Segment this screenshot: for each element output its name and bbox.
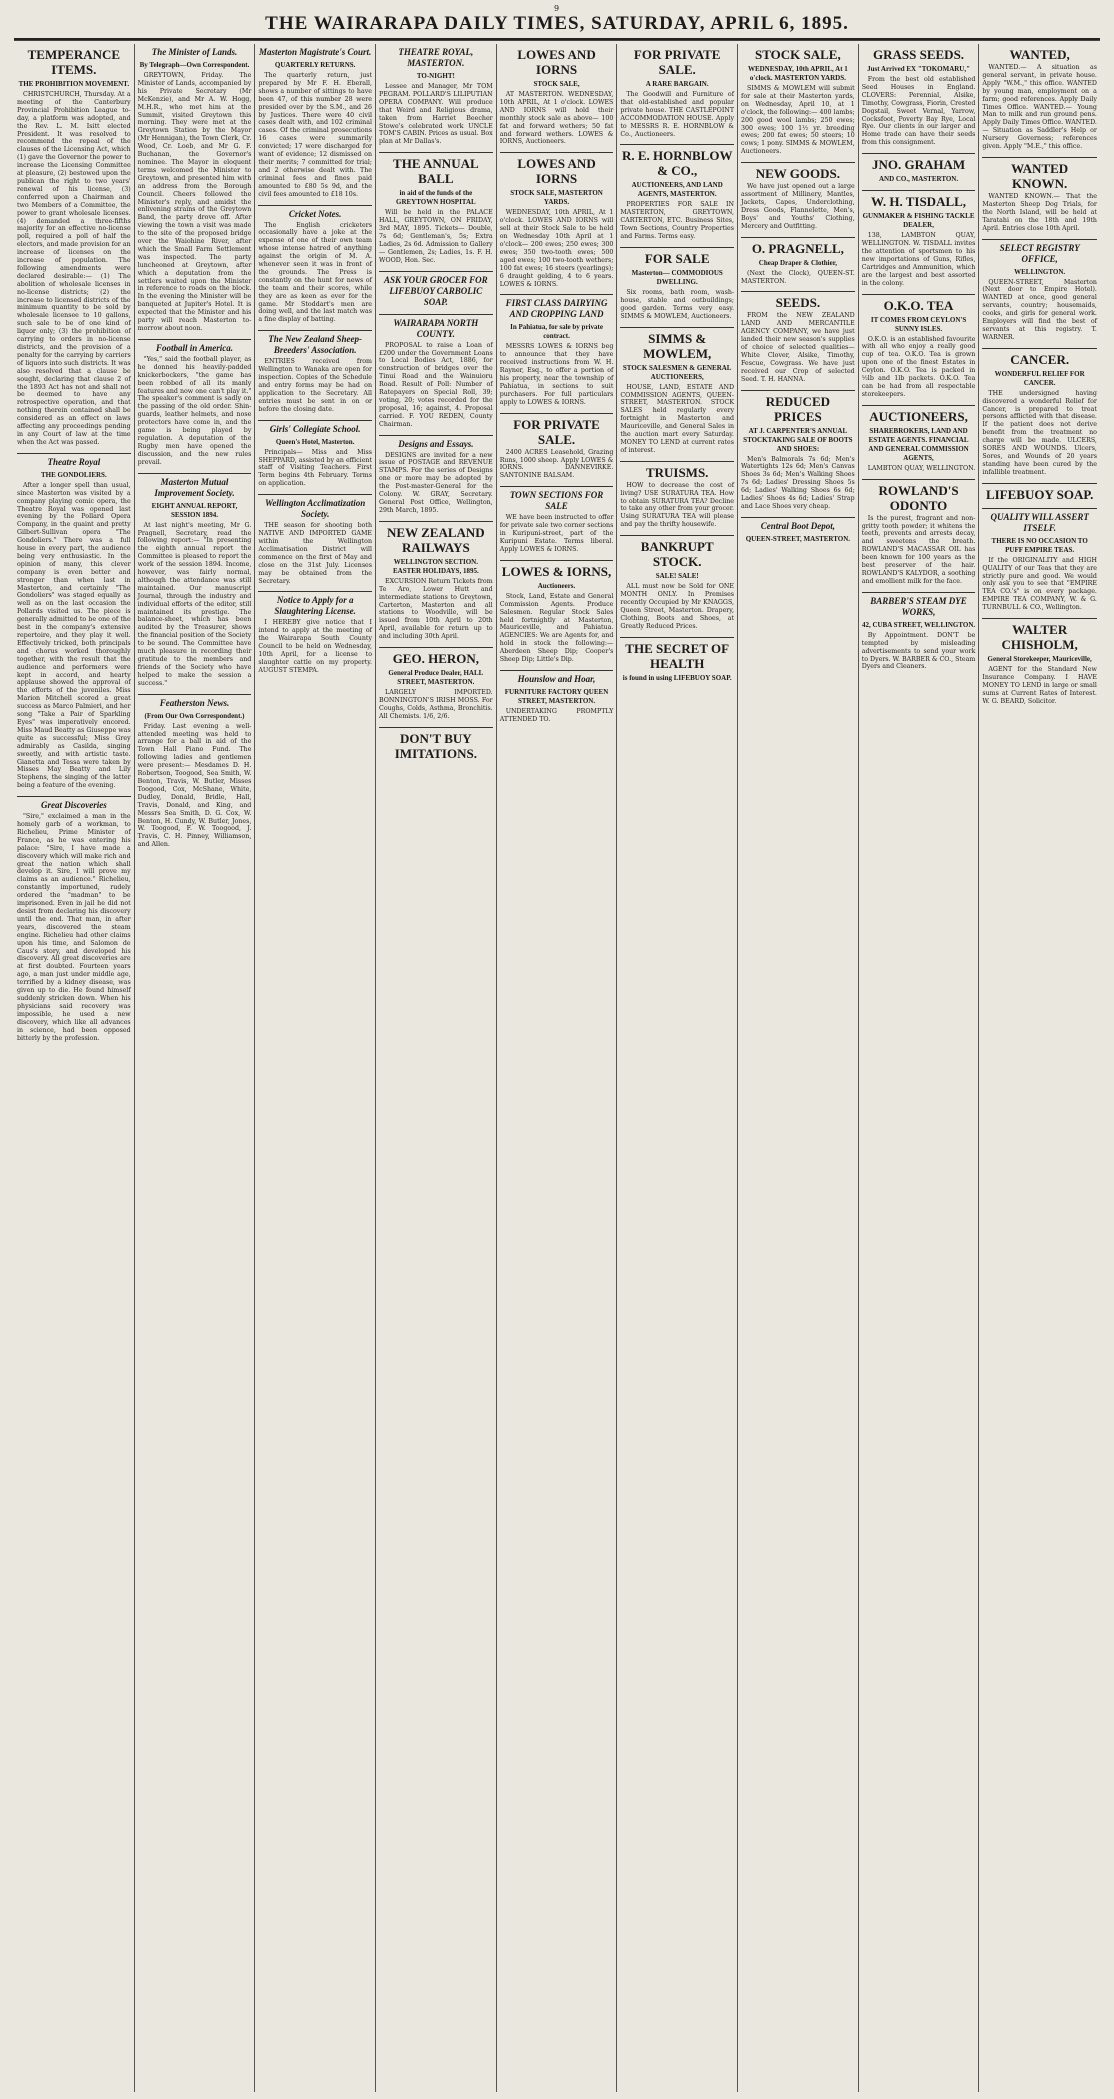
section-divider (982, 483, 1097, 484)
article-body: After a longer spell than usual, since Masterton was visited by a company playing comic opera, the Theatre Royal was opened last evening by the Pollard Opera Company, in the quaint and pretty Gilbert-Sullivan opera "The Gondoliers." There was a full house in every part, the audience being very enthusiastic. In the opinion of many, this clever company is even better and stronger than when last in Masterton, and certainly "The Gondoliers" was staged equally as well as on the last occasion the Pollards visited us. The piece is generally admitted to be one of the best in the company's extensive repertoire, and they play it well. Effectively tricked, both principals and chorus worked thoroughly together, with the result that the audience and performers were kept in accord, and hearty applause showed the approval of the efforts of the juveniles. Miss Marion Mitchell scored a great success as Marco Palmieri, and her song "Take a Pair of Sparkling Eyes" was imperatively encored. Miss Maud Beatty as Giuseppe was quite as successful; Miss Grey admirably as Casilda, singing sweetly, and with artistic taste. Gianetta and Tessa were taken by Misses May Beatty and Lily Stephens, the singing of the latter being a feature of the evening. (17, 481, 131, 790)
article-subheading: WEDNESDAY, 10th APRIL, At 1 o'clock. MASTERTON YARDS. (747, 65, 848, 82)
article (500, 670, 614, 724)
article-heading: Hounslow and Hoar, (517, 673, 596, 684)
article-heading: Theatre Royal (47, 456, 101, 467)
section-divider (862, 405, 976, 406)
article-heading: TEMPERANCE ITEMS. (27, 47, 121, 77)
article (862, 405, 976, 473)
section-divider (258, 205, 372, 206)
article (138, 47, 252, 333)
article-body: ENTRIES received from Wellington to Wanaka are open for inspection. Copies of the Schedule and entry forms may be had on application to the Secretary. All entries must be sent in on or before the closing date. (258, 358, 373, 413)
article-subheading: By Telegraph—Own Correspondent. (139, 61, 250, 69)
article-subheading: WELLINGTON SECTION. EASTER HOLIDAYS, 1895. (392, 557, 479, 575)
section-divider (138, 473, 252, 474)
article-body: At last night's meeting, Mr G. Pragnell, Secretary, read the following report:— "In presenting the eighth annual report the Committee is pleased to report the work of the session 1894. Income, however, was fairly normal, although the attendance was still maintained. Our manuscript Journal, through the industry and individual efforts of the editor, still maintained its prestige. The balance-sheet, which has been audited by the Treasurer, shows the financial position of the Society to be sound. The Committee have much pleasure in recording their gratitude to the members and friends of the Society who have helped to make the session a success." (137, 521, 252, 687)
section-divider (620, 327, 734, 328)
article (862, 47, 976, 147)
article-body: EXCURSION Return Tickets from Te Aro, Lower Hutt and intermediate stations to Greytown, Carterton, Masterton and all stations to Woodville, will be issued from 10th April to 20th April, available for return up to and including 30th April. (379, 577, 493, 641)
article (620, 535, 734, 630)
section-divider (17, 453, 131, 454)
article (862, 190, 976, 287)
section-divider (138, 339, 252, 340)
article-subheading: is found in using LIFEBUOY SOAP. (622, 673, 732, 682)
article-body: Principals— Miss and Miss SHEPPARD, assisted by an efficient staff of Visiting Teachers. First Term begins 4th February. Terms on application. (258, 448, 373, 488)
article-heading: NEW GOODS. (755, 166, 840, 182)
article-body: Men's Balmorals 7s 6d; Men's Watertights 12s 6d; Men's Canvas Shoes 3s 6d; Men's Walking Shoes 7s 6d; Ladies' Dressing Shoes 5s 6d; Ladies' Walking Shoes 6s 6d; Ladies' Shoes 4s 6d; Ladies' Strap and Lace Shoes very cheap. (741, 455, 855, 510)
article-subheading: Just Arrived EX "TOKOMARU," (867, 65, 970, 73)
article-heading: REDUCED PRICES (765, 393, 831, 424)
article (258, 205, 372, 325)
article-heading: The New Zealand Sheep-Breeders' Association. (268, 334, 363, 356)
article-heading: BARBER'S STEAM DYE WORKS, (870, 595, 967, 617)
section-divider (741, 237, 855, 238)
article-subheading: General Storekeeper, Mauriceville, (987, 655, 1092, 664)
article-body: "Sire," exclaimed a man in the homely garb of a workman, to Richelieu, Prime Minister of France, as he was entering his palace: "Sire, I have made a discovery which will make rich and great the nation which shall develop it. Sire, I will prove my claims as an audience." Richelieu, constantly importuned, rudely ordered the "madman" to be imprisoned. Even in jail he did not desist from declaring his discovery until the end. That man, in after years, discovered the steam engine. Richelieu had other claims upon his time, and Salomon de Caus's story, and developed his discovery. All great discoveries are at first doubted. Fourteen years ago, a man just under middle age, terrified by a kidney disease, was given up to die. He found himself suddenly stricken down. When his physicians said recovery was impossible, he used a new discovery, which like all advances in science, had been opposed bitterly by the profession. (17, 813, 131, 1042)
section-divider (17, 796, 131, 797)
article-heading: SELECT REGISTRY OFFICE, (999, 242, 1080, 264)
article-subheading: SALE! SALE! (655, 572, 699, 581)
article-body: 2400 ACRES Leasehold, Grazing Runs, 1000 sheep. Apply LOWES & IORNS. DANNEVIRKE. SANTONINE BALSAM. (499, 448, 614, 480)
article (500, 152, 614, 288)
section-divider (379, 152, 493, 153)
section-divider (258, 420, 372, 421)
section-divider (862, 190, 976, 191)
article-subheading: (From Our Own Correspondent.) (144, 711, 245, 720)
column-9 (979, 44, 1100, 2092)
article (379, 647, 493, 721)
article (741, 162, 855, 230)
section-divider (982, 618, 1097, 619)
article-subheading: IT COMES FROM CEYLON'S SUNNY ISLES. (870, 315, 967, 333)
section-divider (500, 413, 614, 414)
newspaper-title: THE WAIRARAPA DAILY TIMES, SATURDAY, APRIL 6, 1895. (265, 13, 849, 34)
section-divider (258, 494, 372, 495)
article-body: (Next the Clock), QUEEN-ST. MASTERTON. (741, 269, 855, 285)
article-subheading: QUARTERLY RETURNS. (274, 61, 356, 69)
article-heading: LOWES AND IORNS (517, 47, 596, 77)
article (741, 237, 855, 286)
section-divider (741, 291, 855, 292)
section-divider (379, 521, 493, 522)
article-heading: The Minister of Lands. (151, 47, 238, 57)
column-1 (14, 44, 135, 2092)
article-body: THE undersigned having discovered a wonderful Relief for Cancer, is prepared to treat persons afflicted with that disease. If the patient does not derive benefit from the treatment no charge will be made. ULCERS, SORES AND WOUNDS. Ulcers, Sores, and Wounds of 20 years standing have been cured by the infallible treatment. (982, 389, 1097, 476)
section-divider (620, 461, 734, 462)
column-8 (859, 44, 980, 2092)
article-heading: STOCK SALE, (754, 47, 841, 62)
article-heading: Cricket Notes. (288, 208, 342, 219)
article (620, 461, 734, 529)
section-divider (741, 162, 855, 163)
article-heading: LOWES & IORNS, (501, 563, 612, 579)
article-body: WE have been instructed to offer for private sale two corner sections in Kuripuni-street, part of the Kuripuni Estate. Terms liberal. Apply LOWES & IORNS. (499, 514, 614, 553)
section-divider (620, 637, 734, 638)
article-heading: FOR SALE (644, 250, 710, 266)
masthead (14, 4, 1100, 40)
article-subheading: A RARE BARGAIN. (645, 80, 709, 88)
article (258, 420, 372, 489)
article-heading: LOWES AND IORNS (517, 156, 596, 187)
article-body: "Yes," said the football player, as he donned his heavily-padded knickerbockers, "the game has been robbed of all its manly features and now one can't play it." The speaker's comment is sadly on the passing of the old order. Shin-guards, leather helmets, and nose protectors have come in, and the game is being played by regulation. A deputation of the Rugby men have opened the discussion, and the new rules prevail. (137, 355, 252, 466)
article (982, 483, 1097, 502)
article (17, 47, 131, 447)
article (17, 453, 131, 790)
section-divider (862, 153, 976, 154)
section-divider (982, 508, 1097, 509)
article (379, 152, 493, 264)
article (379, 314, 493, 429)
article-heading: TOWN SECTIONS FOR SALE (509, 490, 604, 512)
article-heading: QUALITY WILL ASSERT ITSELF. (990, 511, 1089, 533)
section-divider (620, 535, 734, 536)
article-body: HOUSE, LAND, ESTATE AND COMMISSION AGENTS, QUEEN-STREET, MASTERTON. STOCK SALES held regularly every fortnight in Masterton and Mauriceville, and General Sales in the auction mart every Saturday. MONEY TO LEND at current rates of interest. (620, 383, 735, 454)
article-body: Six rooms, bath room, wash-house, stable and outbuildings; good garden. Terms very easy. SIMMS & MOWLEM, Auctioneers. (620, 288, 735, 320)
article-heading: THE ANNUAL BALL (393, 156, 479, 187)
masthead-rule (14, 40, 1100, 41)
article (982, 618, 1097, 706)
section-divider (500, 560, 614, 561)
article-body: If the ORIGINALITY and HIGH QUALITY of our Teas that they are strictly pure and good. We would only ask you to see that "EMPIRE TEA CO.'s" is on every package. EMPIRE TEA COMPANY, W. & G. TURNBULL & CO., Wellington. (982, 556, 1097, 612)
article-body: Is the purest, fragrant and non-gritty tooth powder; it whitens the teeth, prevents and arrests decay, and sweetens the breath. ROWLAND'S MACASSAR OIL has been known for 100 years as the best preserver of the hair. ROWLAND'S KALYDOR, a soothing and emollient milk for the face. (861, 514, 976, 585)
section-divider (258, 330, 372, 331)
section-divider (982, 157, 1097, 158)
article (982, 239, 1097, 342)
article-subheading: EIGHT ANNUAL REPORT, SESSION 1894. (151, 501, 238, 519)
article-heading: Designs and Essays. (398, 438, 474, 449)
article (741, 47, 855, 156)
article (500, 486, 614, 554)
article-body: WEDNESDAY, 10th APRIL, At 1 o'clock. LOWES AND IORNS will sell at their Stock Sale to be held on Wednesday 10th April at 1 o'clock— 200 ewes; 250 ewes; 300 ewes; 350 two-tooth ewes; 500 aged ewes; 100 two-tooth wethers; 100 fat ewes; 16 steers (yearlings); 6 draught gelding, 4 to 6 years. LOWES & IORNS. (499, 209, 614, 288)
article-body: From the best old established Seed Houses in England. CLOVERS: Perennial, Alsike, Timothy, Cowgrass, Fiorin, Crested Dogstail, Sweet Vernal, Yarrow, Cocksfoot, Poverty Bay Rye, Local Rye. Our clients in our larger and Home trade can have their seeds from this consignment. (861, 76, 976, 147)
article-heading: GEO. HERON, (392, 651, 480, 667)
article (379, 435, 493, 515)
article-subheading: QUEEN-STREET, MASTERTON. (745, 534, 851, 543)
article-heading: LIFEBUOY SOAP. (985, 486, 1094, 502)
article-subheading: FURNITURE FACTORY QUEEN STREET, MASTERTON. (504, 687, 609, 705)
article-subheading: WELLINGTON. (1014, 267, 1066, 276)
newspaper-columns (14, 44, 1100, 2092)
article-heading: O.K.O. TEA (883, 297, 954, 313)
article-subheading: THERE IS NO OCCASION TO PUFF EMPIRE TEAS. (991, 536, 1088, 554)
article-body: ALL must now be Sold for ONE MONTH ONLY. In Premises recently Occupied by Mr KNAGGS, Queen Street, Masterton. Drapery, Clothing, Boots and Shoes, at Greatly Reduced Prices. (620, 583, 735, 630)
article (620, 144, 734, 241)
article (379, 727, 493, 761)
section-divider (620, 144, 734, 145)
column-3 (255, 44, 376, 2092)
article-heading: THEATRE ROYAL, MASTERTON. (398, 47, 474, 68)
section-divider (258, 591, 372, 592)
page-number: 9 (554, 4, 560, 13)
article-heading: Featherston News. (159, 697, 230, 708)
article (379, 271, 493, 308)
article-body: 138, LAMBTON QUAY, WELLINGTON. W. TISDALL invites the attention of sportsmen to his new importations of Guns, Rifles, Cartridges and Ammunition, which are the largest and best assorted in the colony. (861, 232, 976, 287)
section-divider (741, 517, 855, 518)
article-subheading: AND CO., MASTERTON. (878, 175, 959, 184)
article-subheading: Auctioneers. (537, 581, 576, 590)
article-heading: WANTED KNOWN. (1011, 160, 1069, 191)
article-subheading: Masterton— COMMODIOUS DWELLING. (631, 268, 723, 286)
article-heading: Wellington Acclimatization Society. (265, 498, 366, 520)
section-divider (862, 294, 976, 295)
article-body: AT MASTERTON. WEDNESDAY, 10th APRIL, At 1 o'clock. LOWES AND IORNS will hold their monthly stock sale as above— 100 fat and forward wethers; 50 fat and forward wethers. LOWES & IORNS, Auctioneers. (499, 91, 614, 146)
article-body: UNDERTAKING PROMPTLY ATTENDED TO. (499, 707, 614, 723)
article (741, 291, 855, 383)
article-heading: Girls' Collegiate School. (269, 423, 361, 434)
article-body: LAMBTON QUAY, WELLINGTON. (867, 464, 976, 472)
article-body: AGENT for the Standard New Insurance Company. I HAVE MONEY TO LEND in large or small sums at Current Rates of Interest. W. G. BEARD, Solicitor. (982, 666, 1097, 705)
article (17, 796, 131, 1042)
article-subheading: WONDERFUL RELIEF FOR CANCER. (994, 369, 1085, 387)
article-heading: R. E. HORNBLOW & CO., (621, 148, 733, 179)
article-heading: Masterton Magistrate's Court. (259, 47, 372, 57)
article (379, 521, 493, 641)
article-heading: GRASS SEEDS. (873, 47, 965, 62)
article-heading: O. PRAGNELL, (751, 240, 844, 256)
article (741, 517, 855, 544)
article (982, 348, 1097, 477)
article-heading: BANKRUPT STOCK. (640, 539, 714, 570)
article (258, 47, 372, 199)
article-body: The English cricketers occasionally have a joke at the expense of one of their own team whose intense hatred of anything against the origin of M. A. whenever seen it was in front of the grounds. The Press is constantly on the hunt for news of the team and their scores, while they are as keen as ever for the game. Mr Stoddart's men are doing well, and the last match was a fine display of batting. (258, 221, 373, 324)
article-body: CHRISTCHURCH, Thursday. At a meeting of the Canterbury Provincial Prohibition League to-day, a platform was adopted, and the Rev. L. M. Isitt elected President. It was resolved to recommend the repeal of the clauses of the Licensing Act, which (1) gave the Governor the power to increase the Licensing Committee at pleasure, (2) bestowed upon the publican the right to two years' renewal of his license, (3) conferred upon a Chairman and two Members of a Committee, the power to grant wholesale licenses. (4) demanded a three-fifths majority for an effective no-license poll, required a poll of half the electors, and made provision for an increase of licenses on the increase of population. The following amendments were declared desirable:— (1) The abolition of wholesale licenses in no-license districts; (2) the increase to licensed districts of the minimum quantity to be sold by wholesale licensee to 10 gallons, such sale to be of one kind of liquor only; (3) the prohibition of carrying to orders in no-license districts, and the provision of a penalty for the carrying by carriers of liquors into such districts. It was also resolved that a clause be sought, declaring that clause 2 of the 1893 Act has not and shall not be deemed to have any retrospective operation, and that nothing therein contained shall be considered as an effect on laws affecting any proceedings pending in any Court of law at the time when the Act was passed. (17, 91, 131, 446)
article (862, 592, 976, 672)
section-divider (862, 592, 976, 593)
article-subheading: Cheap Draper & Clothier, (758, 258, 837, 267)
article-body: SIMMS & MOWLEM will submit for sale at their Masterton yards, on Wednesday, April 10, at 1 o'clock, the following:— 400 lambs; 200 good wool lambs; 250 ewes; 300 ewes; 100 1½ yr. breeding ewes; 200 fat ewes; 50 steers; 10 cows; 1 pony. SIMMS & MOWLEM, Auctioneers. (741, 85, 855, 156)
article-subheading: AT J. CARPENTER'S ANNUAL STOCKTAKING SALE OF BOOTS AND SHOES: (743, 426, 853, 453)
article-subheading: THE PROHIBITION MOVEMENT. (18, 80, 130, 88)
article (258, 591, 372, 674)
article-subheading: GUNMAKER & FISHING TACKLE DEALER, (862, 212, 975, 230)
article (500, 413, 614, 481)
article-body: THE season for shooting both NATIVE AND IMPORTED GAME within the Wellington Acclimatisation District will commence on the first of May and close on the 31st July. Licenses may be obtained from the Secretary. (258, 522, 373, 585)
article-body: PROPERTIES FOR SALE IN MASTERTON, GREYTOWN, CARTERTON, ETC. Business Sites, Town Sections, Country Properties and Farms. Terms easy. (620, 201, 735, 241)
article-heading: Football in America. (156, 342, 233, 353)
article (982, 47, 1097, 151)
section-divider (500, 152, 614, 153)
article-heading: ROWLAND'S ODONTO (878, 482, 959, 513)
article-heading: SIMMS & MOWLEM, (643, 330, 712, 361)
article-body: HOW to decrease the cost of living? USE SURATURA TEA. How to obtain SURATURA TEA? Decline to take any other from your grocer. Using SURATURA TEA will please and pay the thrifty housewife. (620, 481, 735, 529)
column-2 (135, 44, 256, 2092)
article-heading: W. H. TISDALL, (871, 194, 967, 210)
article-subheading: 42, CUBA STREET, WELLINGTON. (861, 620, 976, 629)
column-7 (738, 44, 859, 2092)
article-body: I HEREBY give notice that I intend to apply at the meeting of the Wairarapa South County Council to be held on Wednesday, 10th April, for a license to slaughter cattle on my property. AUGUST STEMPA. (258, 619, 373, 674)
article-heading: TRUISMS. (645, 464, 709, 480)
article-heading: CANCER. (1010, 351, 1070, 367)
article-subheading: STOCK SALESMEN & GENERAL AUCTIONEERS, (622, 363, 732, 381)
article-body: LARGELY IMPORTED. BONNINGTON'S IRISH MOSS. For Coughs, Colds, Asthma, Bronchitis. All Chemists. 1/6, 2/6. (379, 689, 493, 720)
article-heading: FOR PRIVATE SALE. (633, 47, 721, 77)
section-divider (379, 435, 493, 436)
article-subheading: in aid of the funds of the GREYTOWN HOSPITAL (396, 189, 476, 207)
article (741, 390, 855, 511)
article-body: WANTED.— A situation as general servant, in private house. Apply "W.M.," this office. WANTED by young man, employment on a farm; good references. Apply Daily Times Office. WANTED.— Young Man to milk and run ground pens. Apply Daily Times Office. WANTED.— Situation as Saddler's Help or Nursery Governess; references given. Apply "M.E.," this office. (982, 64, 1097, 151)
article-body: GREYTOWN, Friday. The Minister of Lands, accompanied by his Private Secretary (Mr McKenzie), and Mr A. W. Hogg, M.H.R., who met him at the Summit, visited Greytown this morning. They were met at the Greytown Station by the Mayor (Mr Hennigan), the Town Clerk, Cr. Wood, Cr. Loeb, and Mr G. F. Buchanan, the Governor's nominee. The Mayor in eloquent terms welcomed the Minister to Greytown, and presented him with an address from the Borough Council. Cheers followed the Minister's reply, and amidst the enlivening strains of the Greytown Band, the party drove off. After viewing the town a visit was made to the site of the proposed bridge over the Waiohine River, after which the Small Farm Settlement was inspected. The party luncheoned at Greytown, after which a deputation from the settlers waited upon the Minister in reference to roads on the block. In the evening the Minister will be banqueted at Jupiter's Hotel. It is expected that the Minister and his party will reach Masterton to-morrow about noon. (137, 72, 252, 332)
section-divider (620, 247, 734, 248)
article-body: DESIGNS are invited for a new issue of POSTAGE and REVENUE STAMPS. For the series of Designs one or more may be adopted by the Post-master-General for the Colony. W. GRAY, Secretary. General Post Office, Wellington, 29th March, 1895. (379, 451, 493, 514)
article (500, 560, 614, 664)
article-heading: ASK YOUR GROCER FOR LIFEBUOY CARBOLIC SOAP. (384, 274, 488, 307)
section-divider (982, 239, 1097, 240)
article-heading: SEEDS. (775, 295, 821, 311)
article-body: MESSRS LOWES & IORNS beg to announce that they have received instructions from W. H. Rayner, Esq., to offer a portion of his property, near the township of Pahiatua, in sections to suit purchasers. For full particulars apply to LOWES & IORNS. (499, 343, 614, 406)
article (379, 47, 493, 146)
section-divider (982, 348, 1097, 349)
column-5 (497, 44, 618, 2092)
article-heading: Great Discoveries (40, 800, 107, 811)
article-heading: FOR PRIVATE SALE. (513, 416, 600, 447)
section-divider (138, 694, 252, 695)
article-body: O.K.O. is an established favourite with all who enjoy a really good cup of tea. O.K.O. Tea is grown upon one of the finest Estates in Ceylon. O.K.O. Tea is packed in ½lb and 1lb packets. O.K.O. Tea can be had from all respectable storekeepers. (861, 335, 976, 398)
section-divider (862, 479, 976, 480)
article-heading: Masterton Mutual Improvement Society. (154, 476, 235, 498)
article (138, 473, 252, 688)
article (138, 694, 252, 850)
article-body: QUEEN-STREET, Masterton (Next door to Empire Hotel). WANTED at once, good general servants, country; housemaids, cooks, and girls for general work. Employers will find the best of servants at this registry. T. WARNER. (982, 278, 1097, 341)
article (620, 247, 734, 321)
article (500, 47, 614, 146)
article-heading: WANTED, (1009, 47, 1070, 62)
article-body: Will be held in the PALACE HALL, GREYTOWN, ON FRIDAY, 3rd MAY, 1895. Tickets— Double, 7s 6d; Gentleman's, 5s; Extra Ladies, 2s 6d. Admission to Gallery— Gentlemen, 2s; Ladies, 1s. F. H. WOOD, Hon. Sec. (379, 209, 493, 264)
article-body: Stock, Land, Estate and General Commission Agents. Produce Salesmen. Regular Stock Sales held fortnightly at Masterton, Mauriceville, and Pahiatua. AGENCIES: We are Agents for, and hold in stock the following:— Aberdeen Sheep Dip; Cooper's Sheep Dip; Little's Dip. (499, 592, 614, 664)
article (862, 294, 976, 399)
section-divider (500, 294, 614, 295)
column-4 (376, 44, 497, 2092)
article (862, 153, 976, 184)
article-subheading: STOCK SALE, MASTERTON YARDS. (510, 189, 603, 207)
section-divider (741, 390, 855, 391)
article-heading: WAIRARAPA NORTH COUNTY. (393, 317, 479, 339)
section-divider (379, 647, 493, 648)
article-heading: NEW ZEALAND RAILWAYS (387, 524, 485, 555)
section-divider (379, 314, 493, 315)
section-divider (500, 486, 614, 487)
article-body: The quarterly return, just prepared by Mr F. H. Eberall, shows a number of sittings to have been 47, of this number 28 were presided over by the S.M., and 26 by Justices. There were 40 civil cases dealt with, and 102 criminal cases. Of the criminal prosecutions 16 cases were summarily convicted; 17 were discharged for want of evidence; 12 dismissed on their merits; 7 committed for trial; and 2 otherwise dealt with. The criminal fees and fines paid amounted to £80 5s 9d, and the civil fees amounted to £18 10s. (258, 72, 373, 198)
article (620, 47, 734, 138)
article-heading: JNO. GRAHAM (871, 157, 966, 173)
article (862, 479, 976, 586)
article-subheading: SHAREBROKERS, LAND AND ESTATE AGENTS. FINANCIAL AND GENERAL COMMISSION AGENTS, (868, 426, 969, 462)
article-body: The Goodwill and Furniture of that old-established and popular private house. THE CASTLEPOINT ACCOMMODATION HOUSE. Apply to MESSRS R. E. HORNBLOW & Co., Auctioneers. (620, 91, 735, 138)
article-body: By Appointment. DON'T be tempted by misleading advertisements to send your work to Dyers. W. BARBER & CO., Steam Dyers and Cleaners. (861, 631, 976, 671)
article-subheading: General Produce Dealer, HALL STREET, MASTERTON. (388, 669, 484, 687)
article (620, 637, 734, 683)
article-subheading: TO-NIGHT! (416, 72, 455, 80)
article (258, 330, 372, 413)
article-subheading: In Pahiatua, for sale by private contract. (510, 323, 603, 341)
section-divider (500, 670, 614, 671)
article-body: We have just opened out a large assortment of Millinery, Mantles, Jackets, Capes, Underclothing, Dress Goods, Flannelette, Men's, Boys' and Youths' Clothing, Mercery and Outfitting. (741, 183, 855, 230)
article-heading: Central Boot Depot, (760, 520, 835, 531)
article (982, 508, 1097, 612)
article-heading: DON'T BUY IMITATIONS. (394, 730, 477, 761)
article-subheading: Queen's Hotel, Masterton. (275, 437, 355, 446)
article-heading: AUCTIONEERS, (869, 408, 968, 424)
article-heading: FIRST CLASS DAIRYING AND CROPPING LAND (505, 298, 608, 320)
article-heading: WALTER CHISHOLM, (1001, 622, 1078, 653)
article (500, 294, 614, 406)
article-body: PROPOSAL to raise a Loan of £200 under the Government Loans to Local Bodies Act, 1886, for construction of bridges over the Tinui Road and the Wainuioru Road. Result of Poll: Number of Ratepayers on Special Roll, 39; voting, 20; votes recorded for the proposal, 16; against, 4. Proposal carried. F. YOU REDEN, County Chairman. (379, 341, 493, 428)
article (258, 494, 372, 585)
article-body: WANTED KNOWN.— That the Masterton Sheep Dog Trials, for the North Island, will be held at Taratahi on the 18th and 19th April. Entries close 10th April. (982, 192, 1097, 232)
article (982, 157, 1097, 233)
article-body: FROM the NEW ZEALAND LAND AND MERCANTILE AGENCY COMPANY, we have just landed their new season's supplies of choice of selected qualities— White Clover, Alsike, Timothy, Fescue, Cowgrass. We have just received our Crop of selected Seed. T. H. HANNA. (741, 312, 855, 383)
article-body: Friday. Last evening a well-attended meeting was held to arrange for a ball in aid of the Town Hall Piano Fund. The following ladies and gentlemen were present:— Mesdames D. H. Robertson, Toogood, Sea Smith, W. Benton, Travis, W. Butler, Misses Toogood, Cox, McShane, White, Dudley, Donald, Bridle, Hall, Travis, Donald, and King, and Messrs Sea Smith, D. G. Cox, W. Benton, H. Cundy, W. Butler, Jones, W. Toogood, F. W. Toogood, J. Travis, C. H. Pinney, Williamson, and Allen. (137, 722, 252, 849)
article-heading: THE SECRET OF HEALTH (625, 640, 730, 671)
section-divider (379, 271, 493, 272)
section-divider (379, 727, 493, 728)
article-subheading: STOCK SALE, (533, 80, 580, 88)
article-body: Lessee and Manager, Mr TOM PEGRAM. POLLARD'S LILIPUTIAN OPERA COMPANY. Will produce that Weird and Religious drama, taken from Harriet Beecher Stowe's celebrated work UNCLE TOM'S CABIN. Prices as usual. Box plan at Mr Dallas's. (379, 83, 493, 146)
article-heading: Notice to Apply for a Slaughtering License. (274, 595, 356, 617)
article-subheading: THE GONDOLIERS. (40, 470, 107, 479)
column-6 (617, 44, 738, 2092)
article (620, 327, 734, 455)
article (138, 339, 252, 467)
article-subheading: AUCTIONEERS, AND LAND AGENTS, MASTERTON. (631, 181, 723, 199)
